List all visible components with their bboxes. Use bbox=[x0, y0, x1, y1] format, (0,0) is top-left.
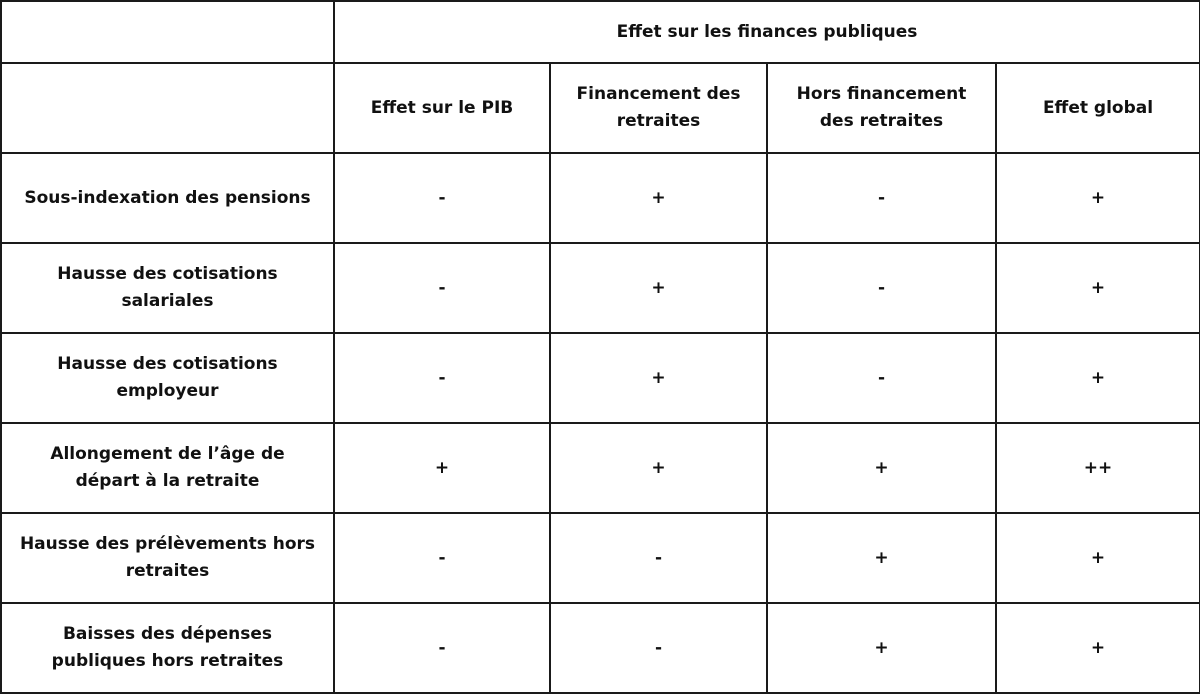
cell-value: + bbox=[550, 423, 767, 513]
row-label: Sous-indexation des pensions bbox=[1, 153, 334, 243]
table-row bbox=[1, 603, 1200, 693]
cell-value: - bbox=[767, 333, 996, 423]
cell-value: - bbox=[334, 513, 550, 603]
header-corner-cell bbox=[1, 63, 334, 153]
column-header-pib: Effet sur le PIB bbox=[334, 63, 550, 153]
table-header-row bbox=[1, 63, 1200, 153]
cell-value: - bbox=[334, 603, 550, 693]
cell-value: + bbox=[767, 603, 996, 693]
cell-value: + bbox=[334, 423, 550, 513]
row-label: Baisses des dépenses publiques hors retraites bbox=[1, 603, 334, 693]
cell-value: + bbox=[550, 243, 767, 333]
cell-value: + bbox=[996, 243, 1200, 333]
cell-value: + bbox=[996, 153, 1200, 243]
cell-value: ++ bbox=[996, 423, 1200, 513]
row-label: Hausse des cotisations salariales bbox=[1, 243, 334, 333]
cell-value: + bbox=[996, 513, 1200, 603]
table-row bbox=[1, 423, 1200, 513]
column-header-effet-global: Effet global bbox=[996, 63, 1200, 153]
cell-value: - bbox=[767, 243, 996, 333]
table-row bbox=[1, 513, 1200, 603]
cell-value: - bbox=[334, 153, 550, 243]
corner-cell bbox=[1, 1, 334, 63]
table-row bbox=[1, 153, 1200, 243]
row-label: Hausse des cotisations employeur bbox=[1, 333, 334, 423]
cell-value: + bbox=[767, 423, 996, 513]
cell-value: - bbox=[334, 333, 550, 423]
cell-value: - bbox=[767, 153, 996, 243]
cell-value: + bbox=[996, 333, 1200, 423]
cell-value: - bbox=[550, 513, 767, 603]
row-label: Hausse des prélèvements hors retraites bbox=[1, 513, 334, 603]
column-header-hors-financement: Hors financement des retraites bbox=[767, 63, 996, 153]
cell-value: - bbox=[334, 243, 550, 333]
column-header-financement: Financement des retraites bbox=[550, 63, 767, 153]
cell-value: + bbox=[550, 333, 767, 423]
row-label: Allongement de l’âge de départ à la retraite bbox=[1, 423, 334, 513]
table-row bbox=[1, 243, 1200, 333]
cell-value: + bbox=[996, 603, 1200, 693]
table-group-header-row bbox=[1, 1, 1200, 63]
group-header: Effet sur les finances publiques bbox=[334, 1, 1200, 63]
cell-value: + bbox=[767, 513, 996, 603]
cell-value: + bbox=[550, 153, 767, 243]
table-row bbox=[1, 333, 1200, 423]
cell-value: - bbox=[550, 603, 767, 693]
